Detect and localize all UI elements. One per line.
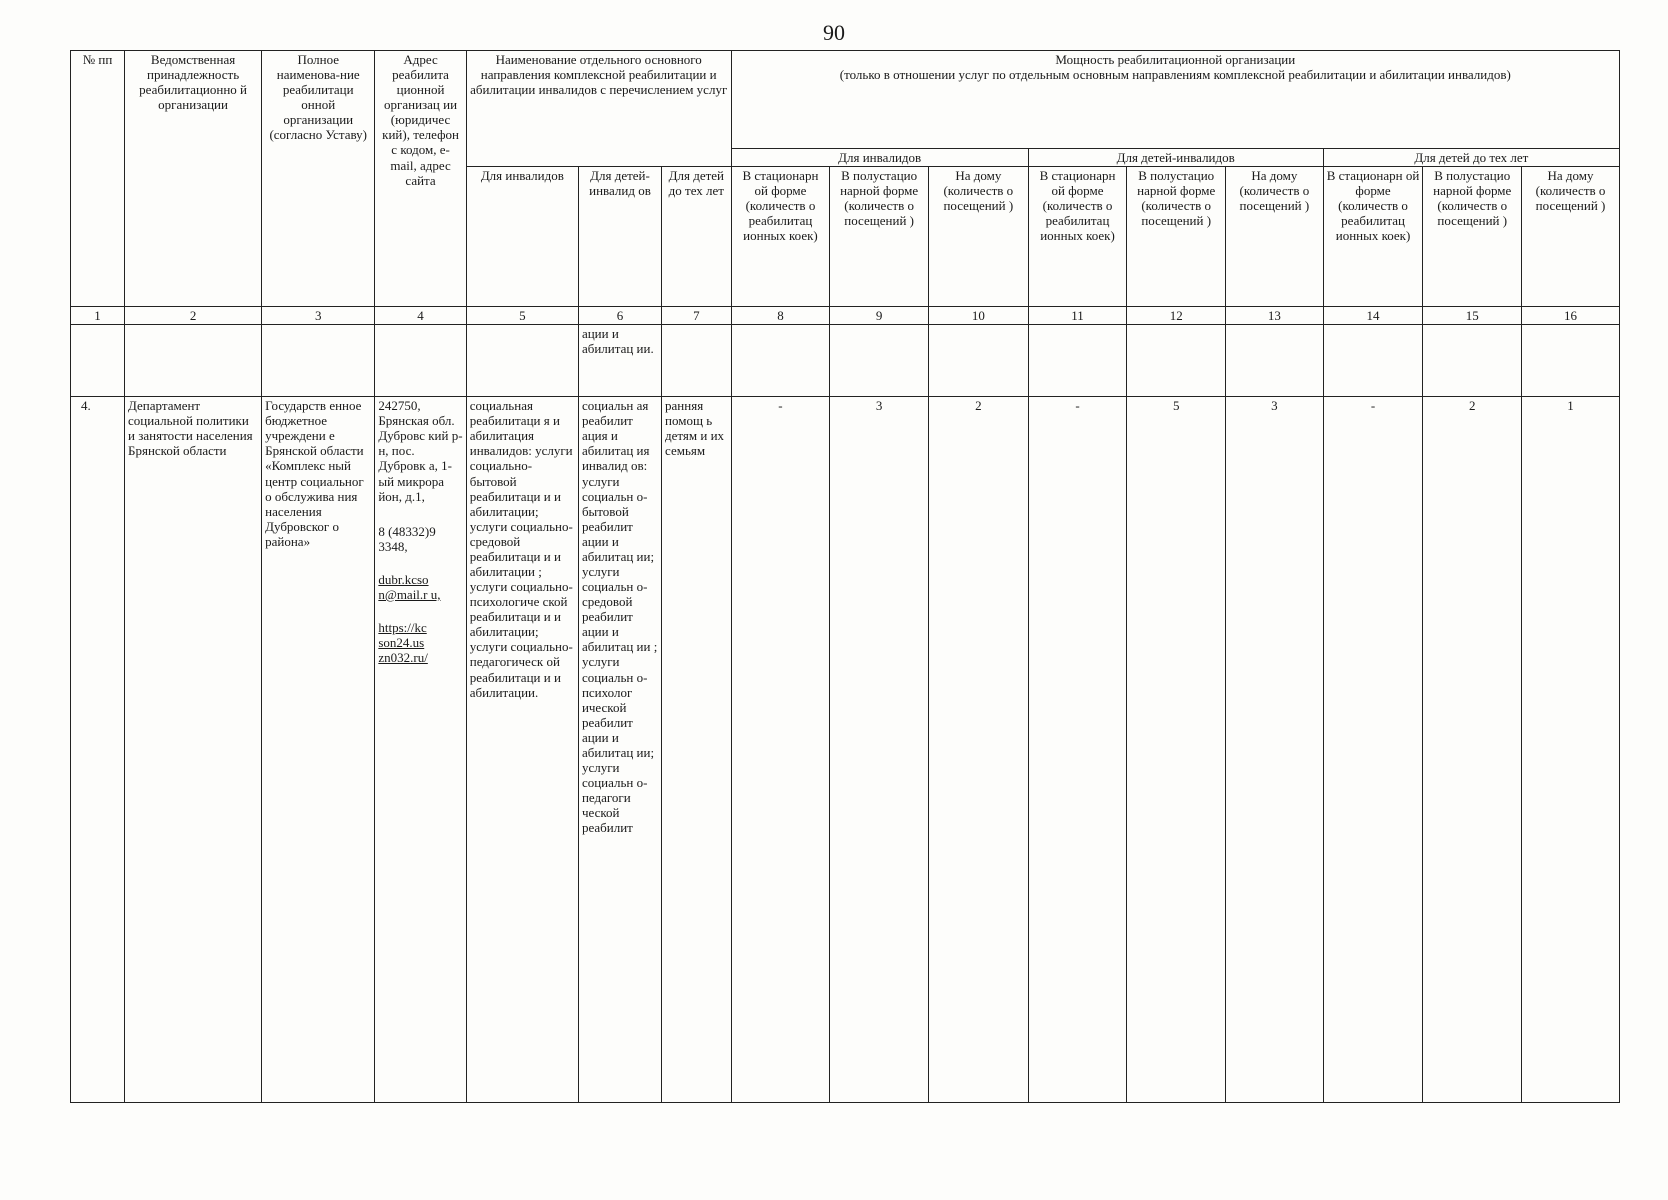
row-address-cell bbox=[375, 397, 466, 1103]
header-for-disabled: Для инвалидов bbox=[466, 167, 578, 307]
header-org-name: Полное наименова-ние реабилитаци онной организации (согласно Уставу) bbox=[262, 51, 375, 307]
col-number: 13 bbox=[1226, 307, 1324, 325]
header-semi-young: В полустацио нарной форме (количеств о посещений ) bbox=[1423, 167, 1522, 307]
col-number: 15 bbox=[1423, 307, 1522, 325]
col-number: 11 bbox=[1028, 307, 1127, 325]
header-group-disabled: Для инвалидов bbox=[731, 149, 1028, 167]
row-number: 4. bbox=[71, 397, 125, 1103]
row-department: Департамент социальной политики и занятости населения Брянской области bbox=[125, 397, 262, 1103]
col-number: 5 bbox=[466, 307, 578, 325]
rehabilitation-table bbox=[70, 50, 1620, 1103]
col-number: 8 bbox=[731, 307, 830, 325]
row-directions-young: ранняя помощ ь детям и их семьям bbox=[662, 397, 732, 1103]
capacity-stationary-young: - bbox=[1323, 397, 1423, 1103]
header-semi-children: В полустацио нарной форме (количеств о посещений ) bbox=[1127, 167, 1226, 307]
continuation-text: ации и абилитац ии. bbox=[578, 325, 661, 397]
header-address: Адрес реабилита ционной организац ии (юридичес кий), телефон с кодом, e-mail, адрес сайта bbox=[375, 51, 466, 307]
header-stationary-children: В стационарн ой форме (количеств о реабилитац ионных коек) bbox=[1028, 167, 1127, 307]
capacity-semi-young: 2 bbox=[1423, 397, 1522, 1103]
row-address: 242750, Брянская обл. Дубровс кий р-н, пос. Дубровк а, 1-ый микрора йон, д.1, bbox=[378, 398, 463, 504]
header-semi-disabled: В полустацио нарной форме (количеств о посещений ) bbox=[830, 167, 929, 307]
header-directions: Наименование отдельного основного направления комплексной реабилитации и абилитации инвалидов с перечислением услуг bbox=[466, 51, 731, 167]
header-home-disabled: На дому (количеств о посещений ) bbox=[928, 167, 1028, 307]
row-org-name: Государств енное бюджетное учреждени е Брянской области «Комплекс ный центр социальног о обслужива ния населения Дубровског о района» bbox=[262, 397, 375, 1103]
col-number: 16 bbox=[1522, 307, 1620, 325]
header-group-young: Для детей до тех лет bbox=[1323, 149, 1619, 167]
header-stationary-disabled: В стационарн ой форме (количеств о реабилитац ионных коек) bbox=[731, 167, 830, 307]
header-home-young: На дому (количеств о посещений ) bbox=[1522, 167, 1620, 307]
table-row bbox=[71, 397, 1620, 1103]
header-number: № пп bbox=[71, 51, 125, 307]
header-department: Ведомственная принадлежность реабилитационно й организации bbox=[125, 51, 262, 307]
capacity-home-children: 3 bbox=[1226, 397, 1324, 1103]
capacity-stationary-disabled: - bbox=[731, 397, 830, 1103]
col-number: 12 bbox=[1127, 307, 1226, 325]
header-capacity bbox=[731, 51, 1619, 149]
header-for-children: Для детей-инвалид ов bbox=[578, 167, 661, 307]
row-phone: 8 (48332)9 3348, bbox=[378, 523, 436, 554]
col-number: 3 bbox=[262, 307, 375, 325]
col-number: 2 bbox=[125, 307, 262, 325]
capacity-note: (только в отношении услуг по отдельным основным направлениям комплексной реабилитации и абилитации инвалидов) bbox=[839, 67, 1511, 83]
col-number: 4 bbox=[375, 307, 466, 325]
header-for-young: Для детей до тех лет bbox=[662, 167, 732, 307]
col-number: 7 bbox=[662, 307, 732, 325]
capacity-stationary-children: - bbox=[1028, 397, 1127, 1103]
capacity-title: Мощность реабилитационной организации bbox=[1055, 52, 1296, 67]
col-number: 14 bbox=[1323, 307, 1423, 325]
col-number: 9 bbox=[830, 307, 929, 325]
capacity-semi-disabled: 3 bbox=[830, 397, 929, 1103]
capacity-home-disabled: 2 bbox=[928, 397, 1028, 1103]
row-email[interactable]: dubr.kcso n@mail.r u, bbox=[378, 571, 441, 602]
page-number: 90 bbox=[823, 20, 845, 45]
col-number: 1 bbox=[71, 307, 125, 325]
row-directions-disabled: социальная реабилитаци я и абилитация инвалидов: услуги социально-бытовой реабилитаци и и абилитации; услуги социально-средовой реабилитаци и и абилитации ; услуги социально-психологиче ской реабилитаци и и абилитации; услуги социально-педагогическ ой реабилитаци и и абилитации. bbox=[466, 397, 578, 1103]
capacity-home-young: 1 bbox=[1522, 397, 1620, 1103]
row-website[interactable]: https://kc son24.us zn032.ru/ bbox=[378, 620, 428, 666]
capacity-semi-children: 5 bbox=[1127, 397, 1226, 1103]
header-stationary-young: В стационарн ой форме (количеств о реабилитац ионных коек) bbox=[1323, 167, 1423, 307]
col-number: 6 bbox=[578, 307, 661, 325]
continuation-row bbox=[71, 325, 1620, 397]
col-number: 10 bbox=[928, 307, 1028, 325]
header-group-children: Для детей-инвалидов bbox=[1028, 149, 1323, 167]
header-home-children: На дому (количеств о посещений ) bbox=[1226, 167, 1324, 307]
row-directions-children: социальн ая реабилит ация и абилитац ия инвалид ов: услуги социальн о-бытовой реабилит ации и абилитац ии; услуги социальн о-средовой реабилит ации и абилитац ии ; услуги социальн о-психолог ической реабилит ации и абилитац ии; услуги социальн о-педагоги ческой реабилит bbox=[578, 397, 661, 1103]
